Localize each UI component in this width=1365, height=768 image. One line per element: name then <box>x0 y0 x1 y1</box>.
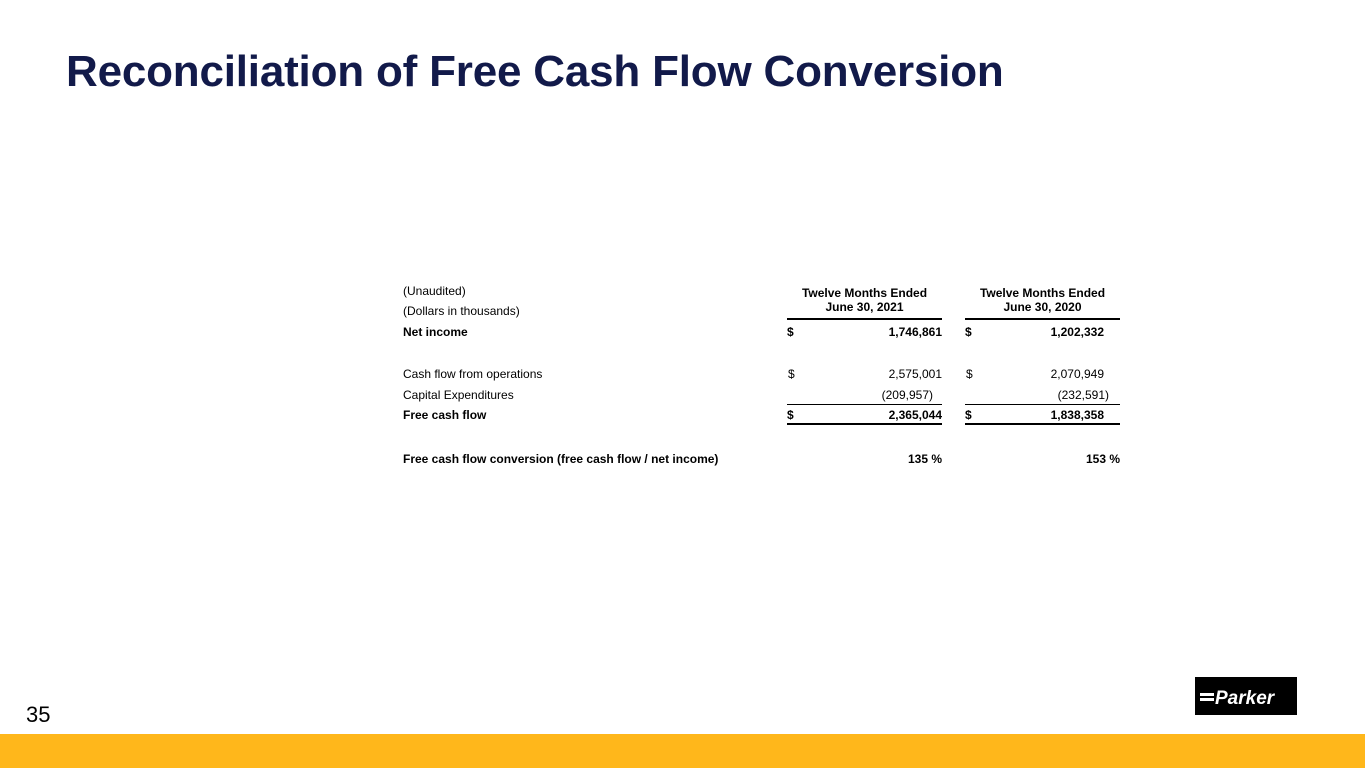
fcf-conversion-value-2021: 135 % <box>907 452 942 466</box>
header-underline-2020 <box>965 318 1120 320</box>
fcf-conversion-value-2020: 153 % <box>1085 452 1120 466</box>
column-header-2021-line2: June 30, 2021 <box>825 300 904 314</box>
row-label-net-income: Net income <box>403 325 468 339</box>
free-cash-flow-currency-2020: $ <box>965 408 972 422</box>
parker-logo-icon <box>1195 677 1297 715</box>
cash-flow-ops-currency-2020: $ <box>966 367 973 381</box>
free-cash-flow-currency-2021: $ <box>787 408 794 422</box>
capex-value-2021: (209,957) <box>881 388 933 402</box>
net-income-currency-2021: $ <box>787 325 794 339</box>
column-header-2020 <box>965 286 1120 314</box>
free-cash-flow-underline-2020 <box>965 423 1120 425</box>
column-header-2020-line2: June 30, 2020 <box>1003 300 1082 314</box>
row-label-free-cash-flow: Free cash flow <box>403 408 487 422</box>
net-income-value-2021: 1,746,861 <box>888 325 942 339</box>
capex-underline-2021 <box>787 404 942 405</box>
cash-flow-ops-value-2020: 2,070,949 <box>1050 367 1104 381</box>
capex-underline-2020 <box>965 404 1120 405</box>
column-header-2020-line1: Twelve Months Ended <box>979 286 1106 300</box>
cash-flow-ops-currency-2021: $ <box>788 367 795 381</box>
column-header-2021-line1: Twelve Months Ended <box>801 286 928 300</box>
row-label-fcf-conversion: Free cash flow conversion (free cash flow / net income) <box>403 452 719 466</box>
capex-value-2020: (232,591) <box>1057 388 1109 402</box>
row-label-capital-expenditures: Capital Expenditures <box>403 388 514 402</box>
slide-title: Reconciliation of Free Cash Flow Conversion <box>66 47 1004 96</box>
free-cash-flow-value-2021: 2,365,044 <box>888 408 942 422</box>
net-income-value-2020: 1,202,332 <box>1050 325 1104 339</box>
cash-flow-ops-value-2021: 2,575,001 <box>888 367 942 381</box>
free-cash-flow-underline-2021 <box>787 423 942 425</box>
column-header-2021 <box>787 286 942 314</box>
free-cash-flow-value-2020: 1,838,358 <box>1050 408 1104 422</box>
header-underline-2021 <box>787 318 942 320</box>
page-number: 35 <box>26 702 51 727</box>
parker-logo-text: Parker <box>1215 688 1275 709</box>
caption-unaudited: (Unaudited) <box>403 284 466 298</box>
parker-logo <box>1195 677 1297 715</box>
row-label-cash-flow-operations: Cash flow from operations <box>403 367 543 381</box>
footer-band <box>0 734 1365 768</box>
caption-units: (Dollars in thousands) <box>403 304 520 318</box>
net-income-currency-2020: $ <box>965 325 972 339</box>
